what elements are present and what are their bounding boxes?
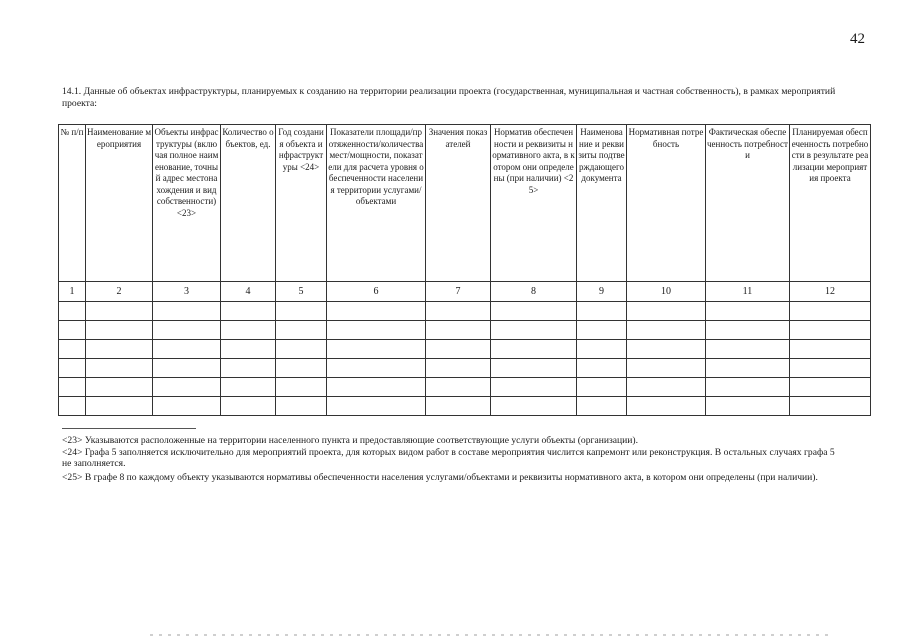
col-number: 8 (491, 282, 577, 302)
col-header-norm: Норматив обеспеченности и реквизиты нормативного акта, в котором они определены (при наличии) <25> (491, 125, 577, 282)
col-number: 10 (627, 282, 706, 302)
col-header-planned-provision: Планируемая обеспеченность потребности в результате реализации мероприятия проекта (790, 125, 871, 282)
col-header-normative-need: Нормативная потребность (627, 125, 706, 282)
page-number: 42 (850, 31, 865, 47)
empty-row (59, 378, 871, 397)
col-header-objects: Объекты инфраструктуры (включая полное наименование, точный адрес местонахождения и вид собственности) <23> (153, 125, 221, 282)
col-header-document: Наименование и реквизиты подтверждающего документа (577, 125, 627, 282)
col-number: 12 (790, 282, 871, 302)
col-number: 4 (221, 282, 276, 302)
col-header-number: № п/п (59, 125, 86, 282)
footnotes (62, 435, 837, 483)
col-header-quantity: Количество объектов, ед. (221, 125, 276, 282)
col-number: 3 (153, 282, 221, 302)
col-header-indicators: Показатели площади/протяженности/количества мест/мощности, показатели для расчета уровня обеспеченности населения территории услугами/ объектами (327, 125, 426, 282)
col-header-event-name: Наименование мероприятия (86, 125, 153, 282)
header-row (59, 125, 871, 282)
column-number-row (59, 282, 871, 302)
empty-row (59, 302, 871, 321)
col-number: 1 (59, 282, 86, 302)
col-header-values: Значения показателей (426, 125, 491, 282)
col-number: 9 (577, 282, 627, 302)
col-header-actual-provision: Фактическая обеспеченность потребности (706, 125, 790, 282)
footnote-25: <25> В графе 8 по каждому объекту указываются нормативы обеспеченности населения услугами/объектами и реквизиты нормативного акта, в котором они определены (при наличии). (62, 471, 818, 483)
scan-artifact-line (150, 634, 830, 636)
footnote-divider (62, 428, 196, 429)
col-number: 2 (86, 282, 153, 302)
col-header-year: Год создания объекта инфраструктуры <24> (276, 125, 327, 282)
empty-row (59, 359, 871, 378)
footnote-23: <23> Указываются расположенные на территории населенного пункта и предоставляющие соответствующие услуги объекты (организации). (62, 435, 639, 446)
col-number: 7 (426, 282, 491, 302)
empty-row (59, 340, 871, 359)
empty-row (59, 321, 871, 340)
footnote-24: <24> Графа 5 заполняется исключительно для мероприятий проекта, для которых видом работ в составе мероприятия числится капремонт или реконструкция. В остальных случаях графа 5 не заполняется. (62, 446, 835, 470)
col-number: 11 (706, 282, 790, 302)
col-number: 6 (327, 282, 426, 302)
col-number: 5 (276, 282, 327, 302)
infrastructure-table (58, 124, 871, 416)
section-heading: 14.1. Данные об объектах инфраструктуры, планируемых к созданию на территории реализации проекта (государственная, муниципальная и частная собственность), в рамках мероприятий проекта: (62, 86, 836, 109)
empty-row (59, 397, 871, 416)
